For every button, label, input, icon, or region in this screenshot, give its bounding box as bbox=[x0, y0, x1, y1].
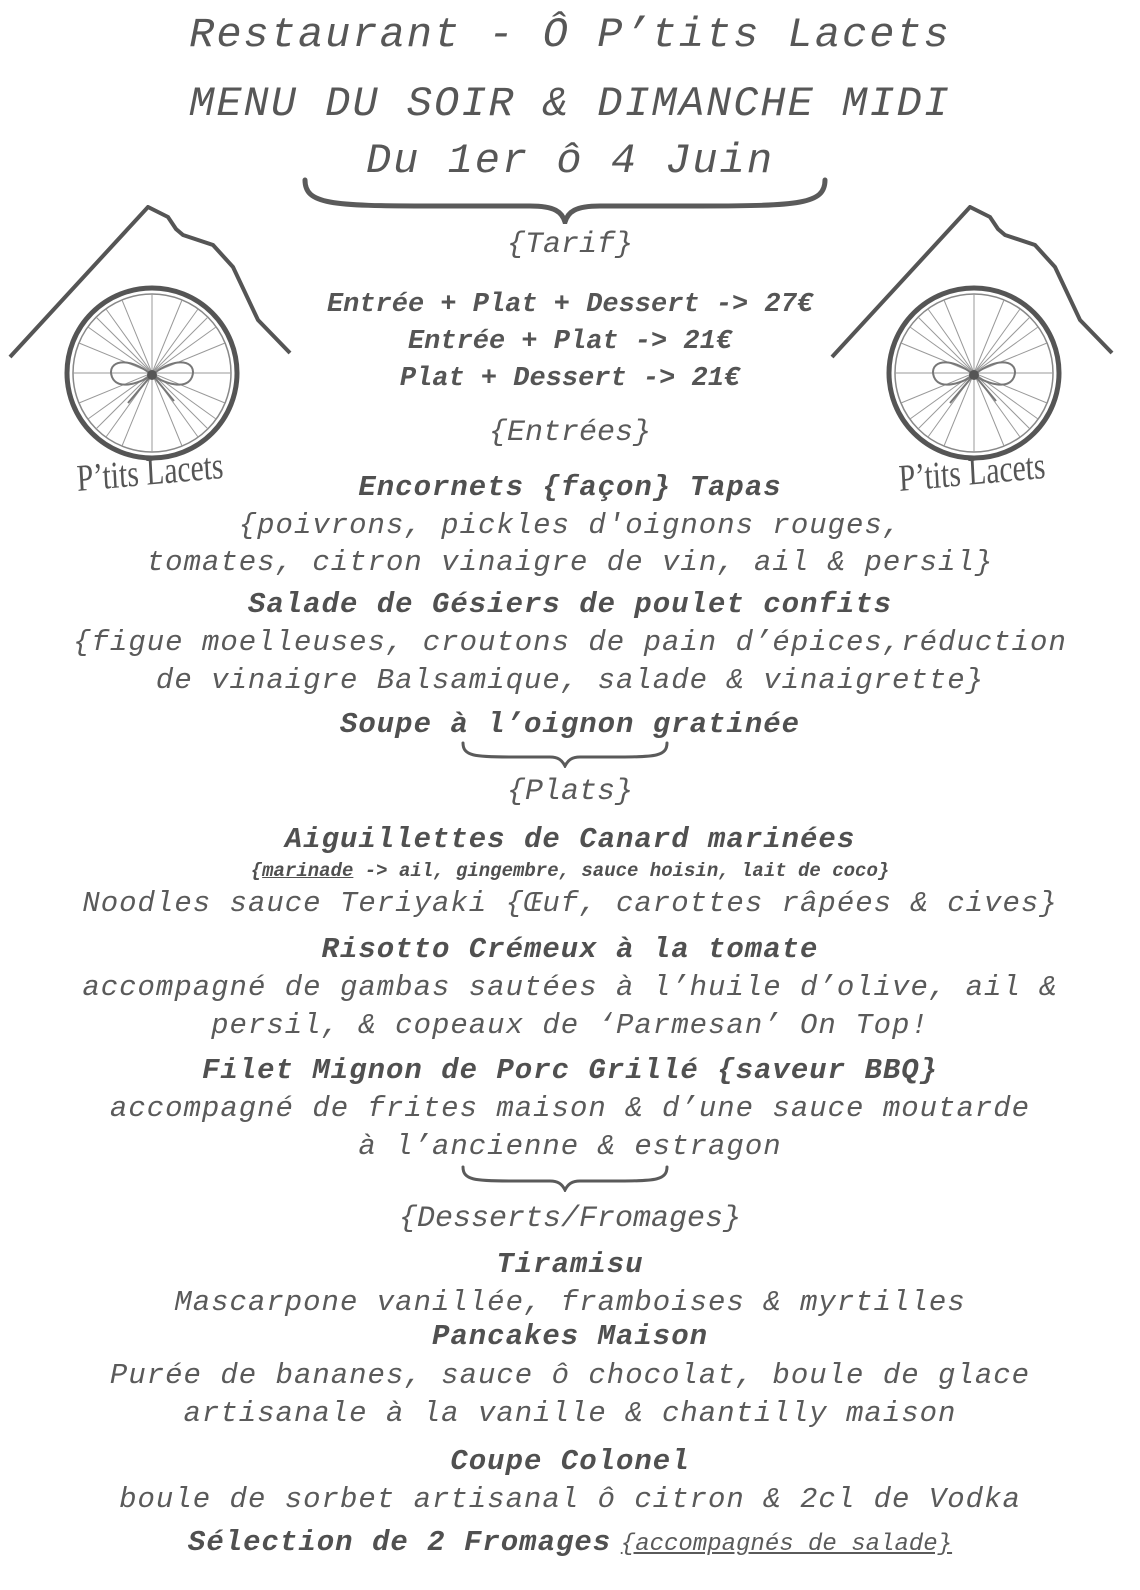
dish-note-text: -> ail, gingembre, sauce hoisin, lait de coco} bbox=[353, 860, 890, 882]
dish-name: Pancakes Maison bbox=[431, 1320, 709, 1353]
dish-description: tomates, citron vinaigre de vin, ail & persil} bbox=[146, 546, 994, 579]
section-title-tarif: {Tarif} bbox=[506, 228, 634, 262]
price-line: Plat + Dessert -> 21€ bbox=[399, 364, 741, 394]
restaurant-name: Restaurant - Ô P’tits Lacets bbox=[189, 11, 951, 59]
dish-description: accompagné de frites maison & d’une sauce moutarde bbox=[109, 1092, 1031, 1125]
logo-text-right: P’tits Lacets bbox=[897, 444, 1047, 501]
dish-description: persil, & copeaux de ‘Parmesan’ On Top! bbox=[211, 1009, 929, 1042]
dish-description: {figue moelleuses, croutons de pain d’épices,réduction bbox=[73, 626, 1067, 659]
dish-name: Sélection de 2 Fromages bbox=[187, 1526, 612, 1559]
dish-note bbox=[0, 862, 1140, 881]
dish-description: artisanale à la vanille & chantilly maison bbox=[183, 1397, 957, 1430]
section-title-entrees: {Entrées} bbox=[488, 416, 652, 450]
dish-name: Encornets {façon} Tapas bbox=[358, 471, 782, 504]
dish-note-brace: { bbox=[250, 860, 263, 882]
dish-name: Filet Mignon de Porc Grillé {saveur BBQ} bbox=[201, 1054, 939, 1087]
header-brace bbox=[300, 176, 830, 224]
dish-description: Noodles sauce Teriyaki {Œuf, carottes râpées & cives} bbox=[82, 887, 1058, 920]
section-brace bbox=[460, 740, 670, 768]
dish-note: {accompagnés de salade} bbox=[620, 1531, 953, 1558]
dish-name: Coupe Colonel bbox=[450, 1445, 690, 1478]
dish-description: de vinaigre Balsamique, salade & vinaigrette} bbox=[155, 664, 985, 697]
dish-description: {poivrons, pickles d'oignons rouges, bbox=[238, 509, 902, 542]
menu-title: MENU DU SOIR & DIMANCHE MIDI bbox=[189, 80, 951, 128]
dish-description: boule de sorbet artisanal ô citron & 2cl de Vodka bbox=[119, 1483, 1021, 1516]
dish-note-label: marinade bbox=[262, 860, 354, 882]
dish-description: accompagné de gambas sautées à l’huile d’olive, ail & bbox=[82, 971, 1058, 1004]
section-brace bbox=[460, 1164, 670, 1192]
dish-name: Risotto Crémeux à la tomate bbox=[321, 933, 819, 966]
menu-dates: Du 1er ô 4 Juin bbox=[365, 137, 775, 185]
dish-description: Mascarpone vanillée, framboises & myrtilles bbox=[174, 1286, 966, 1319]
dish-name: Aiguillettes de Canard marinées bbox=[284, 823, 856, 856]
dish-name: Salade de Gésiers de poulet confits bbox=[247, 588, 893, 621]
dish-description: Purée de bananes, sauce ô chocolat, boule de glace bbox=[109, 1359, 1031, 1392]
price-line: Entrée + Plat + Dessert -> 27€ bbox=[326, 290, 814, 320]
cheese-line bbox=[0, 1528, 1140, 1557]
dish-name: Soupe à l’oignon gratinée bbox=[339, 708, 801, 741]
price-line: Entrée + Plat -> 21€ bbox=[407, 327, 733, 357]
logo-text-left: P’tits Lacets bbox=[75, 444, 225, 501]
dish-description: à l’ancienne & estragon bbox=[358, 1130, 782, 1163]
section-title-desserts: {Desserts/Fromages} bbox=[398, 1202, 742, 1236]
dish-name: Tiramisu bbox=[496, 1248, 644, 1281]
section-title-plats: {Plats} bbox=[506, 775, 634, 809]
